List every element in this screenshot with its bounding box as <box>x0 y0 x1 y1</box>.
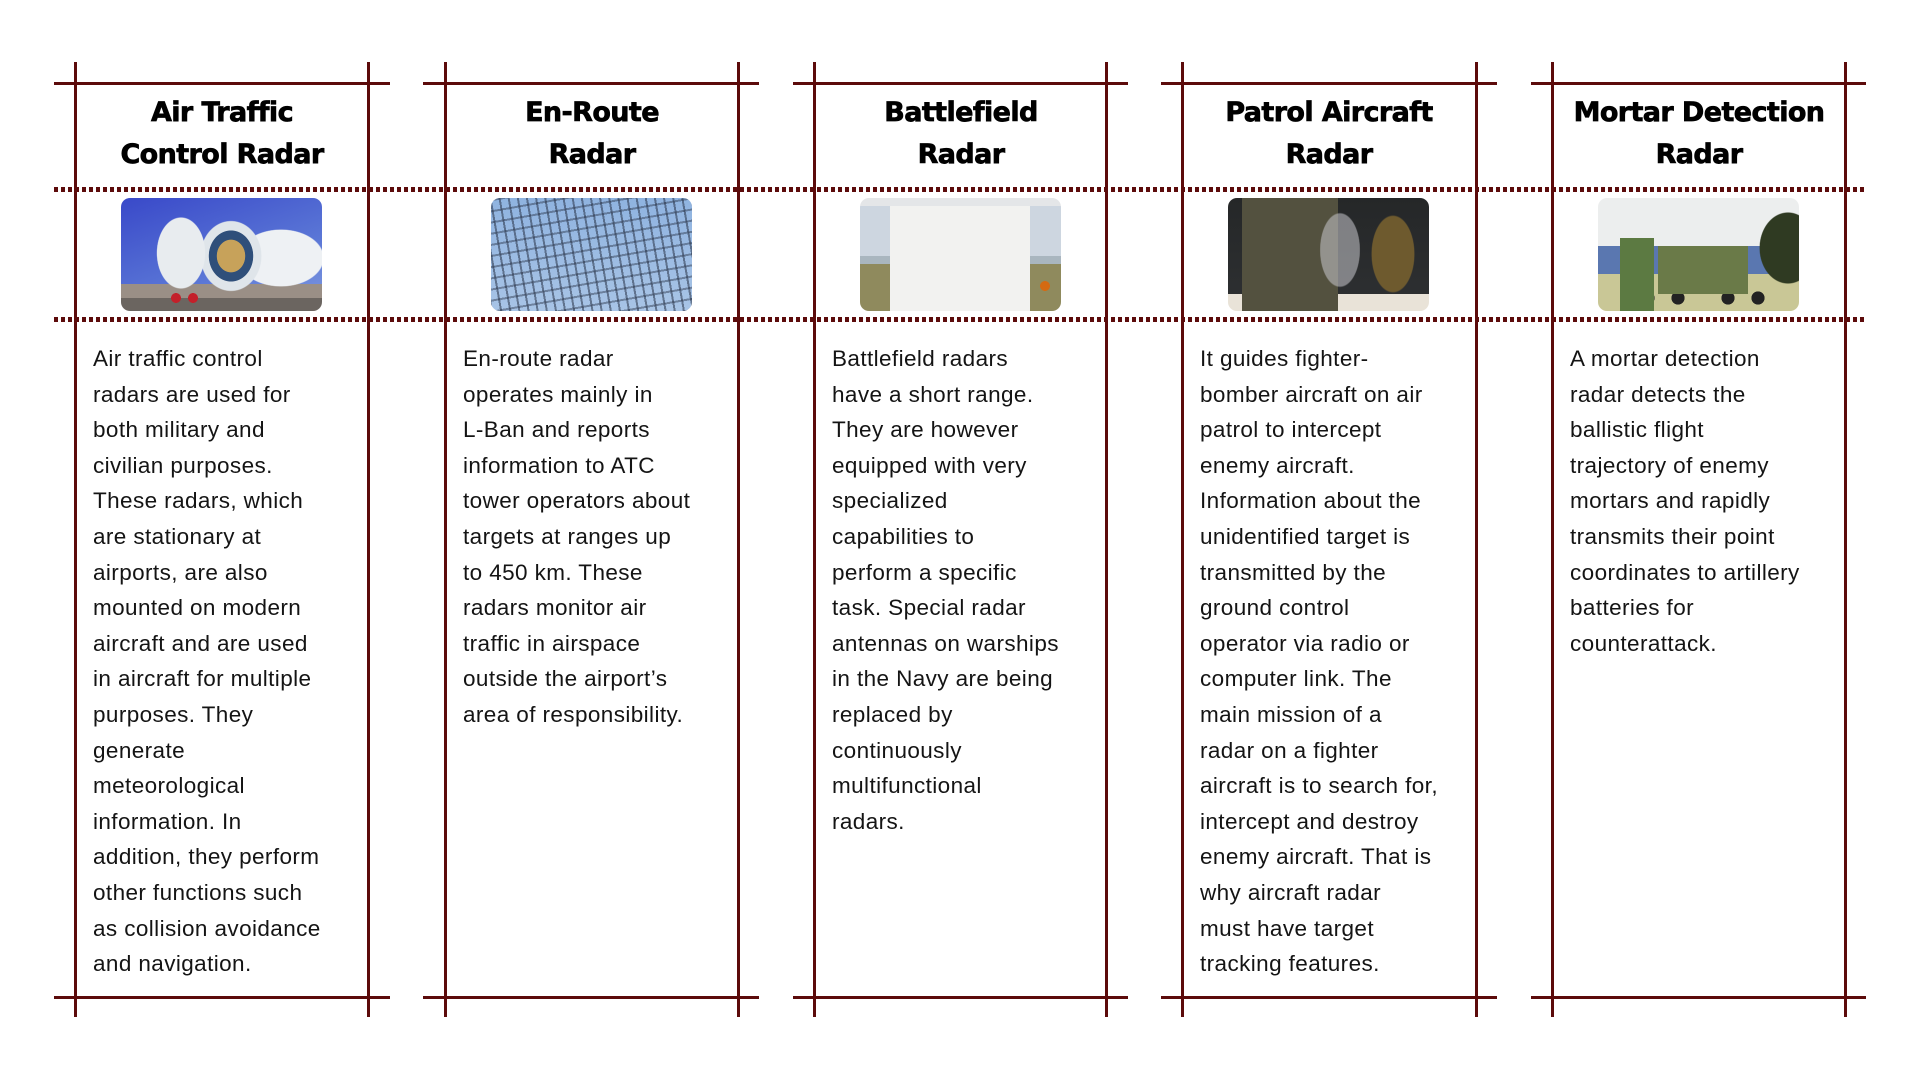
description-line: transmitted by the <box>1200 559 1387 585</box>
description-line: It guides fighter- <box>1200 346 1369 371</box>
radar-card-mortar-detection <box>1552 62 1846 1017</box>
radar-card-patrol-aircraft <box>1182 62 1476 1017</box>
description-line: information. In <box>93 808 242 834</box>
description-line: are stationary at <box>93 523 262 549</box>
description-line: information to ATC <box>463 452 655 478</box>
card-description <box>1200 341 1476 982</box>
description-line: task. Special radar <box>832 595 1026 621</box>
radar-card-en-route <box>445 62 739 1017</box>
description-line: patrol to intercept <box>1200 417 1382 443</box>
card-title-line: Battlefield <box>884 97 1038 128</box>
battlefield-radar-photo-icon <box>860 198 1061 311</box>
description-line: bomber aircraft on air <box>1200 381 1423 407</box>
card-title-line: En-Route <box>525 97 659 128</box>
card-description <box>463 341 739 733</box>
description-line: tracking features. <box>1200 951 1380 977</box>
description-line: radar detects the <box>1570 381 1746 407</box>
description-line: computer link. The <box>1200 666 1392 692</box>
card-title <box>75 92 369 176</box>
description-line: radar on a fighter <box>1200 737 1379 763</box>
description-line: ground control <box>1200 595 1350 621</box>
card-title-line: Mortar Detection <box>1573 97 1825 128</box>
description-line: trajectory of enemy <box>1570 452 1769 478</box>
description-line: area of responsibility. <box>463 701 684 727</box>
card-title <box>1552 92 1846 176</box>
description-line: Battlefield radars <box>832 346 1009 371</box>
description-line: antennas on warships <box>832 630 1059 656</box>
description-line: continuously <box>832 737 962 763</box>
description-line: aircraft is to search for, <box>1200 773 1438 799</box>
card-title <box>445 92 739 176</box>
description-line: A mortar detection <box>1570 346 1760 371</box>
description-line: perform a specific <box>832 559 1017 585</box>
en-route-radar-photo-icon <box>491 198 692 311</box>
description-line: traffic in airspace <box>463 630 641 656</box>
description-line: multifunctional <box>832 773 982 799</box>
description-line: counterattack. <box>1570 630 1717 656</box>
card-description <box>1570 341 1846 661</box>
description-line: enemy aircraft. <box>1200 452 1355 478</box>
mortar-detection-radar-photo-icon <box>1598 198 1799 311</box>
description-line: mounted on modern <box>93 595 302 621</box>
description-line: mortars and rapidly <box>1570 488 1771 514</box>
description-line: other functions such <box>93 879 303 905</box>
description-line: generate <box>93 737 186 763</box>
description-line: to 450 km. These <box>463 559 643 585</box>
card-title <box>814 92 1108 176</box>
description-line: targets at ranges up <box>463 523 672 549</box>
description-line: radars are used for <box>93 381 291 407</box>
card-description <box>93 341 369 982</box>
card-title-line: Air Traffic <box>150 97 293 128</box>
description-line: addition, they perform <box>93 844 320 870</box>
description-line: in aircraft for multiple <box>93 666 312 692</box>
description-line: both military and <box>93 417 265 443</box>
description-line: specialized <box>832 488 948 514</box>
description-line: outside the airport’s <box>463 666 668 692</box>
description-line: main mission of a <box>1200 701 1382 727</box>
description-line: En-route radar <box>463 346 614 371</box>
description-line: as collision avoidance <box>93 915 321 941</box>
description-line: operates mainly in <box>463 381 653 407</box>
radar-card-battlefield <box>814 62 1108 1017</box>
card-title-line: Radar <box>1655 139 1743 170</box>
air-traffic-control-radar-photo-icon <box>121 198 322 311</box>
card-description <box>832 341 1108 839</box>
description-line: radars. <box>832 808 905 834</box>
description-line: purposes. They <box>93 701 254 727</box>
radar-card-air-traffic-control <box>75 62 369 1017</box>
description-line: Information about the <box>1200 488 1422 514</box>
card-title-line: Radar <box>917 139 1005 170</box>
description-line: operator via radio or <box>1200 630 1410 656</box>
description-line: ballistic flight <box>1570 417 1704 443</box>
description-line: They are however <box>832 417 1019 443</box>
description-line: enemy aircraft. That is <box>1200 844 1432 870</box>
description-line: in the Navy are being <box>832 666 1054 692</box>
description-line: replaced by <box>832 701 953 727</box>
description-line: coordinates to artillery <box>1570 559 1800 585</box>
description-line: why aircraft radar <box>1200 879 1382 905</box>
description-line: radars monitor air <box>463 595 647 621</box>
card-title-line: Radar <box>1285 139 1373 170</box>
description-line: batteries for <box>1570 595 1695 621</box>
description-line: Air traffic control <box>93 346 263 371</box>
description-line: aircraft and are used <box>93 630 308 656</box>
description-line: have a short range. <box>832 381 1034 407</box>
description-line: and navigation. <box>93 951 252 977</box>
card-title-line: Radar <box>548 139 636 170</box>
description-line: airports, are also <box>93 559 268 585</box>
description-line: equipped with very <box>832 452 1027 478</box>
patrol-aircraft-radar-photo-icon <box>1228 198 1429 311</box>
description-line: civilian purposes. <box>93 452 273 478</box>
card-title-line: Patrol Aircraft <box>1225 97 1433 128</box>
description-line: capabilities to <box>832 523 975 549</box>
description-line: transmits their point <box>1570 523 1775 549</box>
card-title-line: Control Radar <box>120 139 324 170</box>
description-line: must have target <box>1200 915 1374 941</box>
description-line: These radars, which <box>93 488 304 514</box>
description-line: tower operators about <box>463 488 691 514</box>
description-line: meteorological <box>93 773 245 799</box>
description-line: intercept and destroy <box>1200 808 1419 834</box>
description-line: L-Ban and reports <box>463 417 650 443</box>
description-line: unidentified target is <box>1200 523 1411 549</box>
card-title <box>1182 92 1476 176</box>
